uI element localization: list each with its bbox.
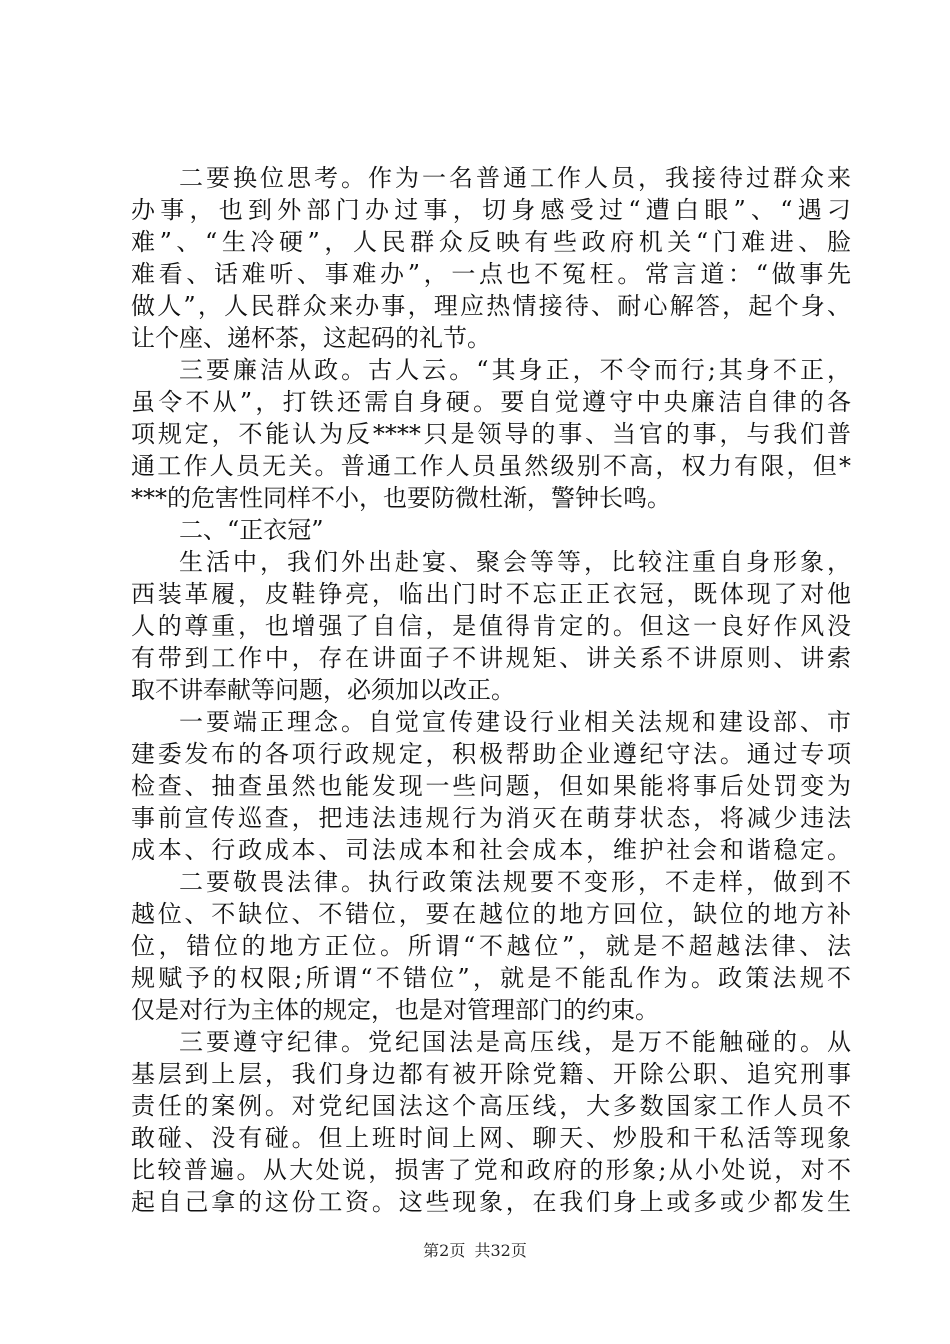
text-line: 取不讲奉献等问题，必须加以改正。 xyxy=(131,676,515,704)
text-line: 起自己拿的这份工资。这些现象，在我们身上或多或少都发生 xyxy=(131,1188,851,1216)
text-line: 通工作人员无关。普通工作人员虽然级别不高，权力有限，但* xyxy=(131,452,851,480)
text-line: 项规定，不能认为反****只是领导的事、当官的事，与我们普 xyxy=(131,420,851,448)
text-line: 规赋予的权限;所谓“不错位”，就是不能乱作为。政策法规不 xyxy=(131,964,851,992)
text-line: 三要遵守纪律。党纪国法是高压线，是万不能触碰的。从 xyxy=(179,1028,851,1056)
text-line: 有带到工作中，存在讲面子不讲规矩、讲关系不讲原则、讲索 xyxy=(131,644,851,672)
text-line: 三要廉洁从政。古人云。“其身正，不令而行;其身不正， xyxy=(179,356,851,384)
text-line: 一要端正理念。自觉宣传建设行业相关法规和建设部、市 xyxy=(179,708,851,736)
text-line: 建委发布的各项行政规定，积极帮助企业遵纪守法。通过专项 xyxy=(131,740,851,768)
text-line: 生活中，我们外出赴宴、聚会等等，比较注重自身形象， xyxy=(179,548,851,576)
text-line: 成本、行政成本、司法成本和社会成本，维护社会和谐稳定。 xyxy=(131,836,851,864)
text-line: 比较普遍。从大处说，损害了党和政府的形象;从小处说，对不 xyxy=(131,1156,851,1184)
text-line: 办事，也到外部门办过事，切身感受过“遭白眼”、“遇刁 xyxy=(131,196,851,224)
page-total: 共32页 xyxy=(474,1241,527,1260)
page-number: 第2页 xyxy=(423,1241,466,1260)
text-line: 事前宣传巡查，把违法违规行为消灭在萌芽状态，将减少违法 xyxy=(131,804,851,832)
page-footer xyxy=(0,1240,950,1262)
text-line: 让个座、递杯茶，这起码的礼节。 xyxy=(131,324,491,352)
text-line: 敢碰、没有碰。但上班时间上网、聊天、炒股和干私活等现象 xyxy=(131,1124,851,1152)
text-line: 越位、不缺位、不错位，要在越位的地方回位，缺位的地方补 xyxy=(131,900,851,928)
text-line: 仅是对行为主体的规定，也是对管理部门的约束。 xyxy=(131,996,659,1024)
text-line: 难看、话难听、事难办”，一点也不冤枉。常言道：“做事先 xyxy=(131,260,851,288)
text-line: 虽令不从”，打铁还需自身硬。要自觉遵守中央廉洁自律的各 xyxy=(131,388,851,416)
text-line: 西装革履，皮鞋铮亮，临出门时不忘正正衣冠，既体现了对他 xyxy=(131,580,851,608)
text-line: 位，错位的地方正位。所谓“不越位”，就是不超越法律、法 xyxy=(131,932,851,960)
text-line: 难”、“生冷硬”，人民群众反映有些政府机关“门难进、脸 xyxy=(131,228,851,256)
document-body xyxy=(131,162,851,1218)
text-line: ***的危害性同样不小，也要防微杜渐，警钟长鸣。 xyxy=(131,484,671,512)
text-line: 人的尊重，也增强了自信，是值得肯定的。但这一良好作风没 xyxy=(131,612,851,640)
text-line: 责任的案例。对党纪国法这个高压线，大多数国家工作人员不 xyxy=(131,1092,851,1120)
text-line: 做人”，人民群众来办事，理应热情接待、耐心解答，起个身、 xyxy=(131,292,851,320)
text-line: 二要换位思考。作为一名普通工作人员，我接待过群众来 xyxy=(179,164,851,192)
section-heading: 二、“正衣冠” xyxy=(179,516,324,544)
text-line: 二要敬畏法律。执行政策法规要不变形，不走样，做到不 xyxy=(179,868,851,896)
text-line: 检查、抽查虽然也能发现一些问题，但如果能将事后处罚变为 xyxy=(131,772,851,800)
text-line: 基层到上层，我们身边都有被开除党籍、开除公职、追究刑事 xyxy=(131,1060,851,1088)
